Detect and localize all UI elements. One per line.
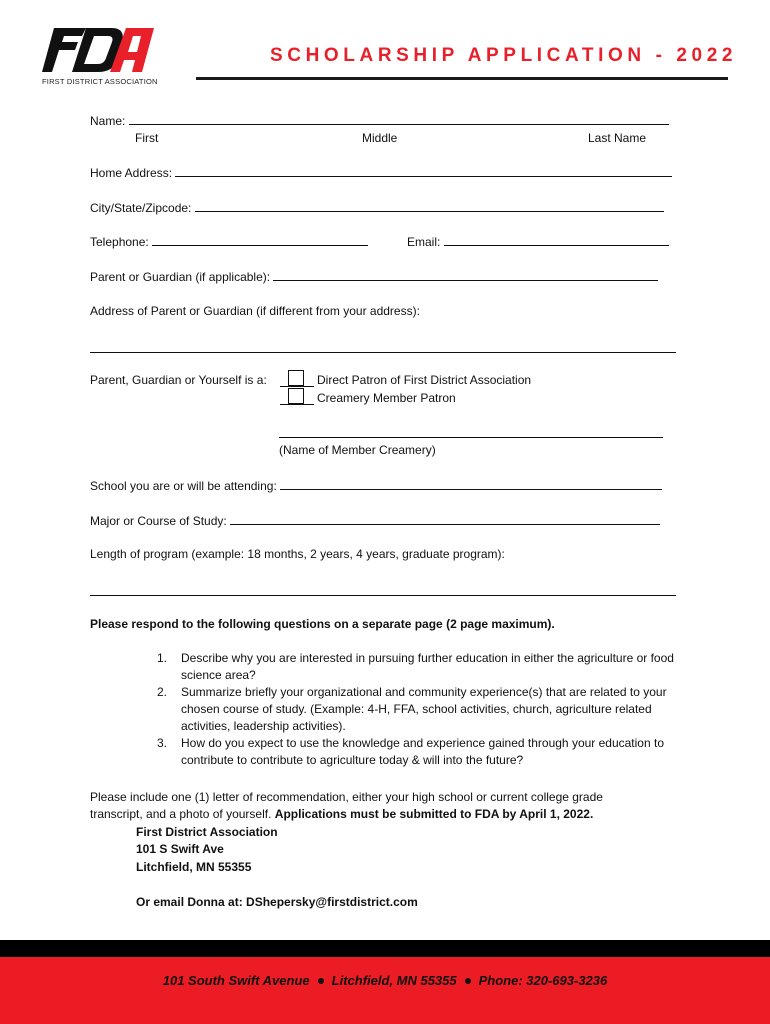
parent-address-label: Address of Parent or Guardian (if different from your address): bbox=[90, 304, 420, 318]
name-first-caption: First bbox=[135, 131, 159, 145]
creamery-patron-checkbox[interactable] bbox=[288, 388, 304, 404]
footer-black-band bbox=[0, 940, 770, 957]
email-row bbox=[407, 234, 669, 249]
email-field[interactable] bbox=[444, 234, 669, 246]
telephone-row bbox=[90, 234, 368, 249]
submission-paragraph bbox=[90, 789, 650, 823]
city-field[interactable] bbox=[195, 200, 664, 212]
question-item: 3. How do you expect to use the knowledge and experience gained through your education to contribute to contribute to agriculture today & will into the future? bbox=[157, 736, 664, 767]
patron-line-1 bbox=[280, 386, 314, 387]
footer-address: 101 South Swift Avenue bbox=[162, 973, 310, 988]
school-field[interactable] bbox=[280, 478, 662, 490]
email-contact: Or email Donna at: DShepersky@firstdistrict.com bbox=[136, 895, 418, 909]
footer-red-band bbox=[0, 957, 770, 1024]
parent-address-field[interactable] bbox=[90, 352, 676, 353]
question-item: 1. Describe why you are interested in pursuing further education in either the agriculture or food science area? bbox=[157, 651, 674, 682]
major-row bbox=[90, 513, 660, 528]
question-item: 2. Summarize briefly your organizational and community experience(s) that are related to your chosen course of study. (Example: 4-H, FFA, school activities, church, agriculture related activities, leadership activities). bbox=[157, 685, 667, 733]
creamery-name-caption: (Name of Member Creamery) bbox=[279, 443, 436, 457]
direct-patron-checkbox[interactable] bbox=[288, 370, 304, 386]
school-row bbox=[90, 478, 662, 493]
submission-deadline: Applications must be submitted to FDA by April 1, 2022. bbox=[274, 807, 594, 821]
name-field[interactable] bbox=[129, 113, 669, 125]
parent-field[interactable] bbox=[273, 269, 658, 281]
city-label: City/State/Zipcode: bbox=[90, 201, 192, 215]
length-field[interactable] bbox=[90, 595, 676, 596]
footer-city: Litchfield, MN 55355 bbox=[331, 973, 457, 988]
footer-contact bbox=[0, 973, 770, 988]
name-label: Name: bbox=[90, 114, 126, 128]
parent-row bbox=[90, 269, 658, 284]
patron-label: Parent, Guardian or Yourself is a: bbox=[90, 373, 267, 387]
major-field[interactable] bbox=[230, 513, 660, 525]
telephone-label: Telephone: bbox=[90, 235, 149, 249]
length-label: Length of program (example: 18 months, 2 years, 4 years, graduate program): bbox=[90, 547, 505, 561]
home-address-row bbox=[90, 165, 672, 180]
home-address-field[interactable] bbox=[175, 165, 672, 177]
email-label: Email: bbox=[407, 235, 441, 249]
questions-list bbox=[157, 650, 677, 769]
direct-patron-label: Direct Patron of First District Association bbox=[317, 373, 532, 387]
title-underline bbox=[196, 77, 728, 80]
name-last-caption: Last Name bbox=[588, 131, 647, 145]
name-row bbox=[90, 113, 669, 128]
city-row bbox=[90, 200, 664, 215]
major-label: Major or Course of Study: bbox=[90, 514, 227, 528]
questions-intro: Please respond to the following questions on a separate page (2 page maximum). bbox=[90, 617, 555, 631]
patron-line-2 bbox=[280, 404, 314, 405]
org-city: Litchfield, MN 55355 bbox=[136, 860, 252, 874]
submission-text: Please include one (1) letter of recommendation, either your high school or current college grade transcript, and a photo of yourself. bbox=[90, 790, 603, 821]
telephone-field[interactable] bbox=[152, 234, 368, 246]
logo-subtitle: FIRST DISTRICT ASSOCIATION bbox=[42, 77, 158, 86]
footer-phone: Phone: 320-693-3236 bbox=[478, 973, 608, 988]
org-street: 101 S Swift Ave bbox=[136, 842, 224, 856]
bullet-icon bbox=[318, 978, 324, 984]
creamery-patron-label: Creamery Member Patron bbox=[317, 391, 456, 405]
name-middle-caption: Middle bbox=[362, 131, 398, 145]
org-name: First District Association bbox=[136, 825, 278, 839]
parent-label: Parent or Guardian (if applicable): bbox=[90, 270, 271, 284]
home-address-label: Home Address: bbox=[90, 166, 173, 180]
school-label: School you are or will be attending: bbox=[90, 479, 277, 493]
bullet-icon bbox=[465, 978, 471, 984]
creamery-name-field[interactable] bbox=[279, 437, 663, 438]
page-title: SCHOLARSHIP APPLICATION - 2022 bbox=[270, 45, 738, 66]
